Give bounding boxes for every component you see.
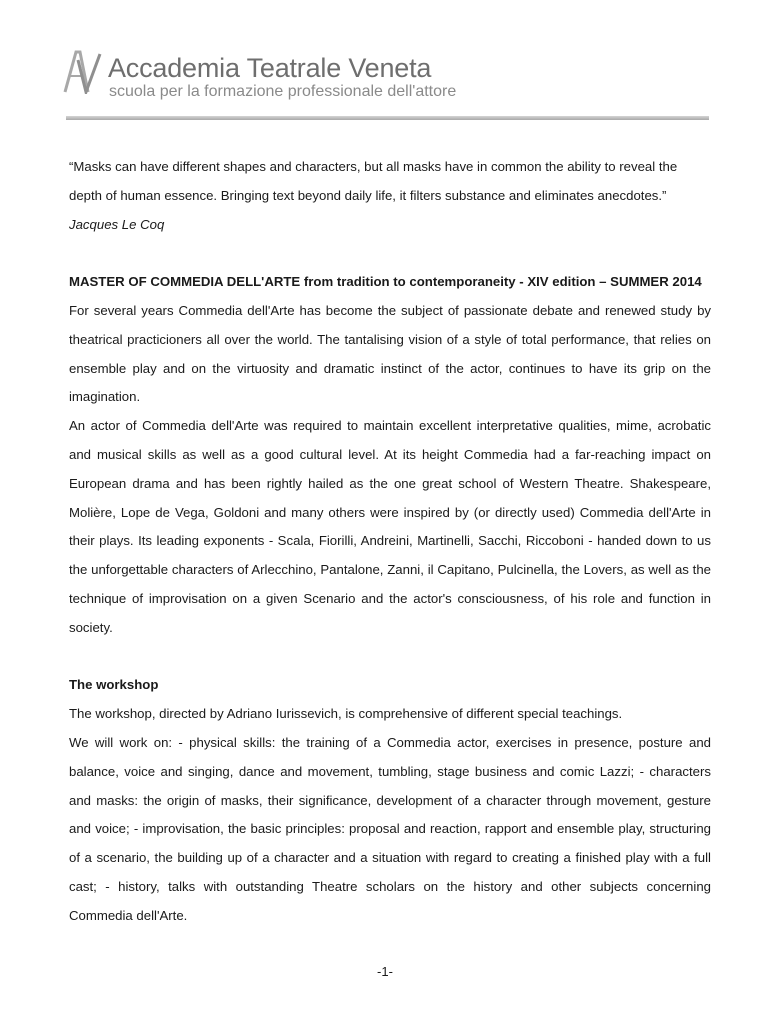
atv-logo-icon [62, 48, 102, 94]
spacer [69, 239, 711, 268]
document-body [69, 153, 711, 931]
quote-text: “Masks can have different shapes and characters, but all masks have in common the ability to reveal the depth of human essence. Bringing text beyond daily life, it filters substance and eliminates anecdotes.” [69, 159, 678, 203]
letterhead [62, 44, 712, 124]
quote-author: Jacques Le Coq [69, 216, 165, 232]
workshop-paragraph-1: The workshop, directed by Adriano Iurissevich, is comprehensive of different special teachings. [69, 706, 623, 722]
header-divider [66, 116, 709, 120]
master-paragraph-1: For several years Commedia dell'Arte has become the subject of passionate debate and renewed study by theatrical practicioners all over the world. The tantalising vision of a style of total performance, that relies on ensemble play and on the virtuosity and dramatic instinct of the actor, continues to have its grip on the imagination. [69, 302, 711, 405]
page-number: -1- [377, 964, 393, 979]
spacer [69, 643, 711, 672]
org-subtitle: scuola per la formazione professionale dell'attore [109, 83, 457, 100]
workshop-paragraph-2: We will work on: - physical skills: the training of a Commedia actor, exercises in presence, posture and balance, voice and singing, dance and movement, tumbling, stage business and comic Lazzi; - characters and masks: the origin of masks, their significance, development of a character through movement, gesture and voice; - improvisation, the basic principles: proposal and reaction, rapport and ensemble play, structuring of a scenario, the building up of a character and a situation with regard to creating a finished play with a full cast; - history, talks with outstanding Theatre scholars on the history and other subjects concerning Commedia dell'Arte. [69, 734, 711, 923]
workshop-heading: The workshop [69, 677, 159, 693]
master-heading: MASTER OF COMMEDIA DELL'ARTE from tradition to contemporaneity - XIV edition – SUMMER 2014 [69, 274, 702, 290]
org-name: Accademia Teatrale Veneta [108, 53, 432, 83]
master-paragraph-2: An actor of Commedia dell'Arte was required to maintain excellent interpretative qualities, mime, acrobatic and musical skills as well as a good cultural level. At its height Commedia had a far-reaching impact on European drama and has been rightly hailed as the one great school of Western Theatre. Shakespeare, Molière, Lope de Vega, Goldoni and many others were inspired by (or directly used) Commedia dell'Arte in their plays. Its leading exponents - Scala, Fiorilli, Andreini, Martinelli, Sacchi, Riccoboni - handed down to us the unforgettable characters of Arlecchino, Pantalone, Zanni, il Capitano, Pulcinella, the Lovers, as well as the technique of improvisation on a given Scenario and the actor's consciousness, of his role and function in society. [69, 418, 711, 635]
